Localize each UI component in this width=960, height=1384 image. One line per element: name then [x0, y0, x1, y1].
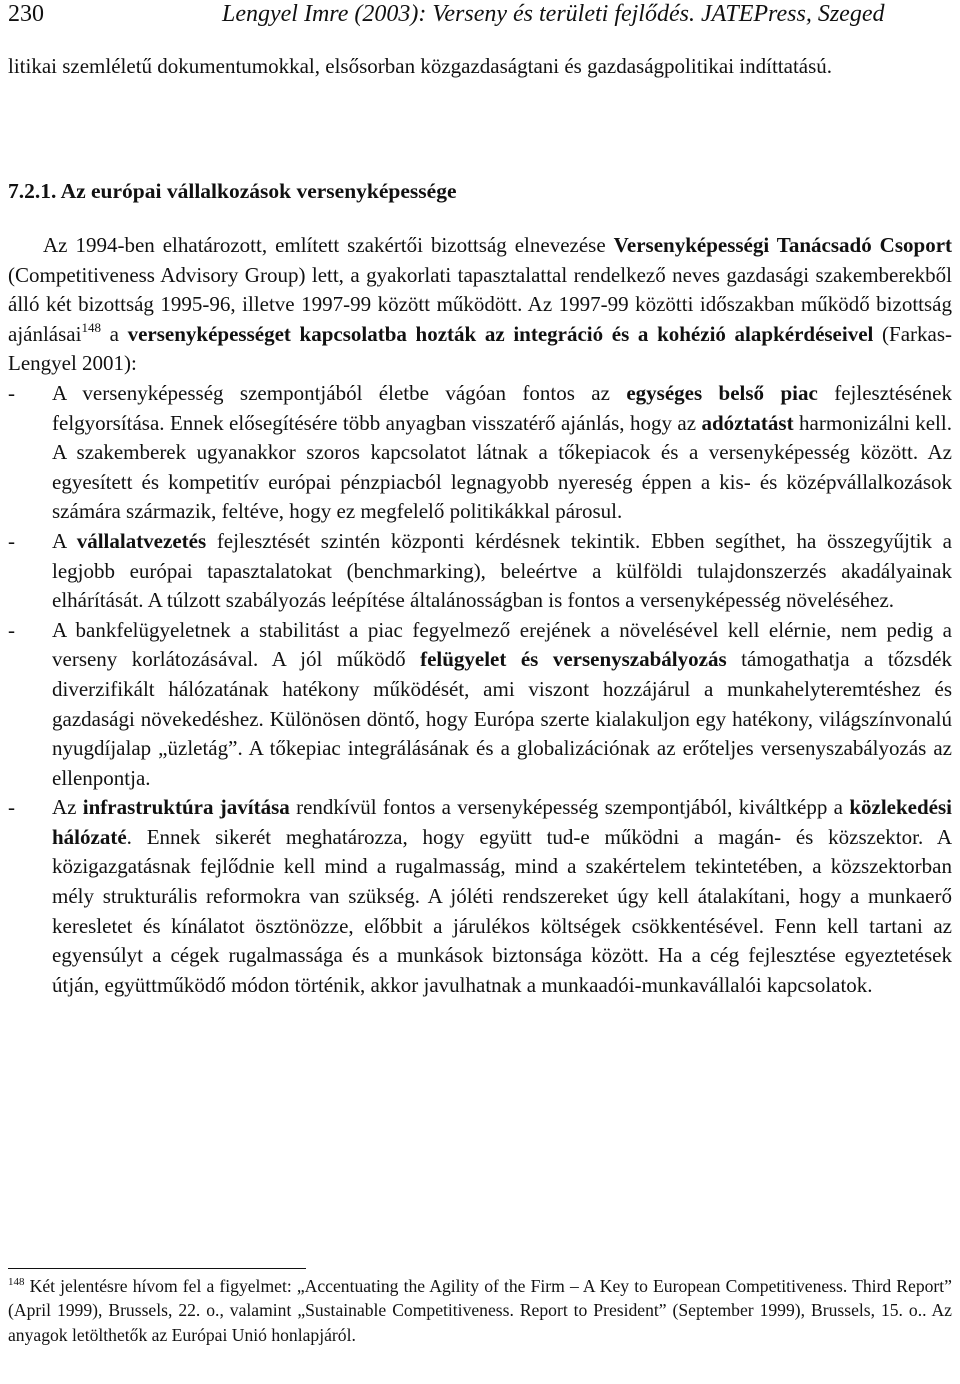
- text-run: fejlesztésének felgyorsítása. Ennek elősegítésére több anyagban visszatérő ajánlás, hogy az: [52, 380, 952, 435]
- list-item: [8, 379, 952, 527]
- section-heading: 7.2.1. Az európai vállalkozások versenyképessége: [8, 179, 457, 203]
- footnote-number: 148: [8, 1276, 25, 1288]
- running-title: Lengyel Imre (2003): Verseny és területi fejlődés. JATEPress, Szeged: [222, 1, 885, 27]
- body-text: [8, 231, 952, 1000]
- bold-term: Versenyképességi Tanácsadó Csoport: [613, 233, 953, 257]
- text-run: A versenyképesség szempontjából életbe vágóan fontos az: [52, 380, 627, 405]
- list-item: [8, 793, 952, 1000]
- footnote-text: Két jelentésre hívom fel a figyelmet: „Accentuating the Agility of the Firm – A Key to European Competitiveness. Third Report” (April 1999), Brussels, 22. o., valamint „Sustainable Competitiveness. Report to President” (September 1999), Brussels, 15. o.. Az anyagok letölthetők az Európai Unió honlapjáról.: [8, 1276, 952, 1345]
- bold-term: versenyképességet kapcsolatba hozták az integráció és a kohézió alapkérdéseivel: [127, 321, 874, 346]
- intro-paragraph: litikai szemléletű dokumentumokkal, elsősorban közgazdaságtani és gazdaságpolitikai indíttatású.: [8, 54, 833, 78]
- footnote-reference: 148: [81, 319, 101, 335]
- page-number: 230: [8, 1, 44, 27]
- text-run: Az: [52, 795, 83, 820]
- list-item: [8, 616, 952, 794]
- page-header: [8, 0, 952, 34]
- bold-term: infrastruktúra javítása: [82, 795, 290, 820]
- text-run: a: [100, 321, 128, 346]
- bold-term: adóztatást: [701, 410, 794, 435]
- dash-bullet: -: [8, 380, 15, 405]
- bold-term: vállalatvezetés: [76, 528, 207, 553]
- footnote-divider: [8, 1268, 306, 1269]
- dash-bullet: -: [8, 528, 15, 553]
- text-run: A bankfelügyeletnek a stabilitást a piac fegyelmező erejének a növelésével kell elérnie, nem pedig a verseny korlátozásával. A jól működő: [52, 617, 952, 672]
- list-item: [8, 527, 952, 616]
- text-run: (Farkas-Lengyel 2001):: [8, 321, 952, 376]
- text-run: (Competitiveness Advisory Group) lett, a gyakorlati tapasztalattal rendelkező neves gazdasági szakemberekből álló két bizottság 1995-96, illetve 1997-99 között működött. Az 1997-99 közötti időszakban működő bizottság ajánlásai: [8, 262, 952, 346]
- text-run: rendkívül fontos a versenyképesség szempontjából, kiváltképp a: [289, 795, 850, 820]
- dash-bullet: -: [8, 617, 15, 642]
- text-run: A: [52, 528, 77, 553]
- text-run: harmonizálni kell. A szakemberek ugyanakkor szoros kapcsolatot látnak a tőkepiacok és a versenyképesség között. Az egyesített és kompetitív európai pénzpiacból legnagyobb nyereség éppen a kis- és középvállalkozások számára származik, feltéve, hogy ez megfelelő politikákkal párosul.: [52, 410, 952, 524]
- text-run: támogathatja a tőzsdék diverzifikált hálózatának hatékony működését, ami viszont hozzájárul a munkahelyteremtéshez és gazdasági növekedéshez. Különösen döntő, hogy Európa szerte kialakuljon egy hatékony, világszínvonalú nyugdíjalap „üzletág”. A tőkepiac integrálásának és a globalizációnak az erőteljes versenyszabályozás az ellenpontja.: [52, 647, 952, 790]
- bold-term: felügyelet és versenyszabályozás: [420, 647, 727, 672]
- text-run: fejlesztését szintén központi kérdésnek tekintik. Ebben segíthet, ha összegyűjtik a legjobb európai tapasztalatokat (benchmarking), beleértve a külföldi tulajdonszerzés akadályainak elhárítását. A túlzott szabályozás leépítése általánosságban is fontos a versenyképesség növeléséhez.: [52, 528, 952, 613]
- bold-term: egységes belső piac: [626, 380, 818, 405]
- opening-paragraph: [8, 231, 952, 379]
- dash-bullet: -: [8, 795, 15, 820]
- text-run: . Ennek sikerét meghatározza, hogy együtt tud-e működni a magán- és közszektor. A közigazgatásnak fejlődnie kell mind a rugalmasság, mind a szakértelem tekintetében, a közszektorban mély strukturális reformokra van szükség. A jóléti rendszereket úgy kell átalakítani, hogy a munkaerő keresletet és kínálatot ösztönözze, előbbit a járulékos költségek csökkentésével. Fenn kell tartani az egyensúlyt a cégek rugalmassága és a munkások biztonsága között. Ha a cég fejlesztése egyeztetések útján, együttműködő módon történik, akkor javulhatnak a munkaadói-munkavállalói kapcsolatok.: [52, 824, 952, 997]
- footnote: [8, 1274, 952, 1347]
- text-run: Az 1994-ben elhatározott, említett szakértői bizottság elnevezése: [43, 233, 614, 257]
- recommendation-list: [8, 379, 952, 1000]
- bold-term: közlekedési hálózaté: [52, 795, 952, 849]
